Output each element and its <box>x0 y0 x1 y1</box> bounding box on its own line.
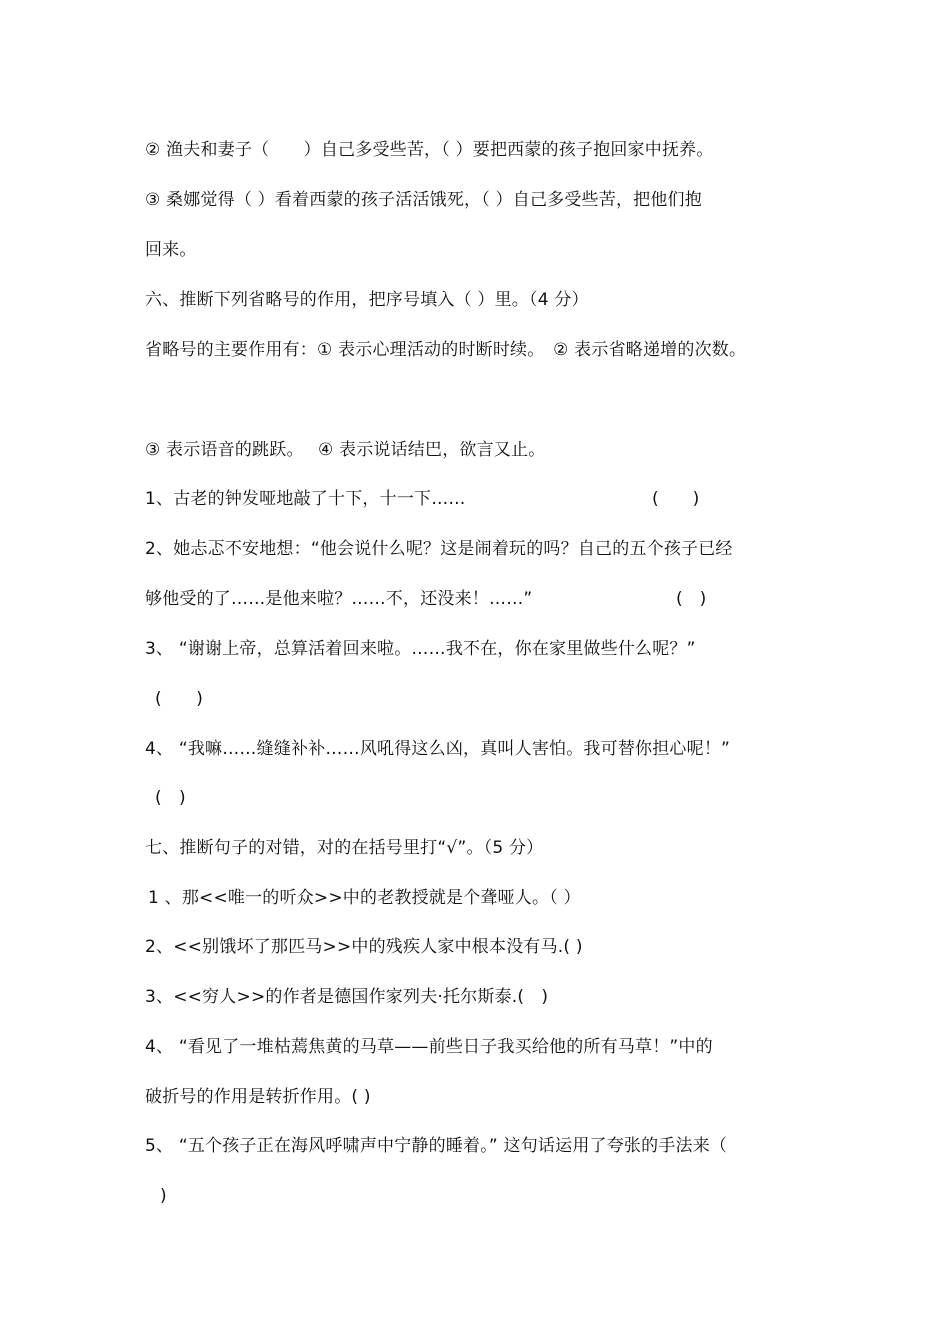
answer-blank-six-2: ( ) <box>676 589 707 609</box>
question-six-2: 2、她忐忑不安地想：“他会说什么呢？这是闹着玩的吗？自己的五个孩子已经 <box>145 539 733 559</box>
question-six-4: 4、 “我嘛……缝缝补补……风吼得这么凶，真叫人害怕。我可替你担心呢！” <box>145 739 731 759</box>
question-seven-4: 4、 “看见了一堆枯蔫焦黄的马草——前些日子我买给他的所有马草！”中的 <box>145 1037 713 1057</box>
ellipsis-uses-line-1: 省略号的主要作用有：① 表示心理活动的时断时续。 ② 表示省略递增的次数。 <box>145 340 747 360</box>
question-seven-4-cont: 破折号的作用是转折作用。( ) <box>145 1087 371 1107</box>
question-seven-2: 2、<<别饿坏了那匹马>>中的残疾人家中根本没有马.( ) <box>145 937 583 957</box>
text-line-option-2: ② 渔夫和妻子（ ）自己多受些苦，（ ）要把西蒙的孩子抱回家中抚养。 <box>145 140 714 160</box>
question-six-3: 3、 “谢谢上帝，总算活着回来啦。……我不在，你在家里做些什么呢？” <box>145 639 696 659</box>
section-six-heading: 六、推断下列省略号的作用，把序号填入（ ）里。（4 分） <box>145 290 589 310</box>
question-seven-5: 5、 “五个孩子正在海风呼啸声中宁静的睡着。” 这句话运用了夸张的手法来（ <box>145 1136 728 1156</box>
question-six-1: 1、古老的钟发哑地敲了十下，十一下…… <box>145 489 466 509</box>
ellipsis-uses-line-2: ③ 表示语音的跳跃。 ④ 表示说话结巴，欲言又止。 <box>145 440 546 460</box>
question-seven-1: 1 、那<<唯一的听众>>中的老教授就是个聋哑人。（ ） <box>148 888 581 908</box>
section-seven-heading: 七、推断句子的对错，对的在括号里打“√”。（5 分） <box>145 838 544 858</box>
question-seven-5-cont: ) <box>160 1186 167 1206</box>
answer-blank-six-3: ( ) <box>155 689 204 709</box>
question-six-2-cont: 够他受的了……是他来啦？……不，还没来！……” <box>145 589 533 609</box>
question-seven-3: 3、<<穷人>>的作者是德国作家列夫·托尔斯泰.( ) <box>145 987 549 1007</box>
answer-blank-six-1: ( ) <box>652 489 700 509</box>
text-line-option-3-cont: 回来。 <box>145 240 197 260</box>
answer-blank-six-4: ( ) <box>155 788 186 808</box>
text-line-option-3: ③ 桑娜觉得（ ）看着西蒙的孩子活活饿死，（ ）自己多受些苦，把他们抱 <box>145 190 702 210</box>
